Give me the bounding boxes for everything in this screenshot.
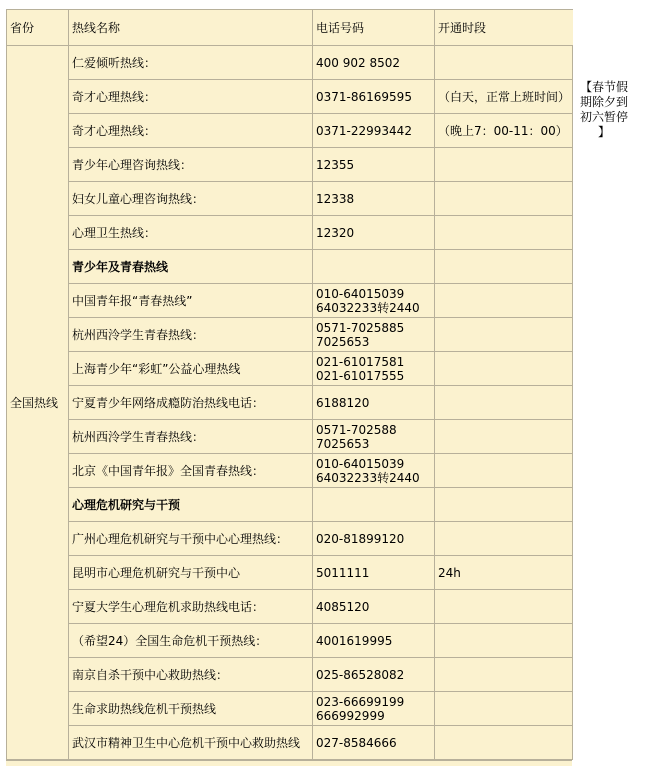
header-row — [7, 10, 573, 46]
hotline-table — [6, 9, 573, 760]
header-phone: 电话号码 — [313, 10, 435, 46]
table-row — [7, 556, 573, 590]
open-hours — [435, 148, 573, 182]
table-row — [7, 182, 573, 216]
open-hours — [435, 624, 573, 658]
phone-number: 010-64015039 64032233转2440 — [313, 454, 435, 488]
hotline-name: 心理卫生热线： — [69, 216, 313, 250]
open-hours — [435, 726, 573, 760]
table-row — [7, 658, 573, 692]
table-row — [7, 692, 573, 726]
hotline-name: 妇女儿童心理咨询热线： — [69, 182, 313, 216]
open-hours — [435, 658, 573, 692]
hotline-name: 中国青年报“青春热线” — [69, 284, 313, 318]
table-row — [7, 318, 573, 352]
open-hours — [435, 318, 573, 352]
open-hours — [435, 284, 573, 318]
phone-number: 027-8584666 — [313, 726, 435, 760]
hotline-name: 北京《中国青年报》全国青春热线： — [69, 454, 313, 488]
open-hours — [435, 420, 573, 454]
phone-number: 12355 — [313, 148, 435, 182]
phone-number: 020-81899120 — [313, 522, 435, 556]
hotline-name: 奇才心理热线： — [69, 80, 313, 114]
open-hours — [435, 182, 573, 216]
table-row — [7, 386, 573, 420]
phone-number: 0371-22993442 — [313, 114, 435, 148]
phone-number: 021-61017581 021-61017555 — [313, 352, 435, 386]
open-hours: （晚上7：00-11：00） — [435, 114, 573, 148]
phone-number: 12320 — [313, 216, 435, 250]
hotline-name: 宁夏青少年网络成瘾防治热线电话： — [69, 386, 313, 420]
header-hours: 开通时段 — [435, 10, 573, 46]
open-hours — [435, 352, 573, 386]
open-hours — [435, 454, 573, 488]
phone-number — [313, 250, 435, 284]
hotline-name: 昆明市心理危机研究与干预中心 — [69, 556, 313, 590]
phone-number: 025-86528082 — [313, 658, 435, 692]
table-row — [7, 284, 573, 318]
hotline-name: 上海青少年“彩虹”公益心理热线 — [69, 352, 313, 386]
phone-number — [313, 488, 435, 522]
table-row — [7, 80, 573, 114]
open-hours — [435, 46, 573, 80]
hotline-name: 生命求助热线危机干预热线 — [69, 692, 313, 726]
table-row — [7, 216, 573, 250]
table-row — [7, 726, 573, 760]
phone-number: 5011111 — [313, 556, 435, 590]
open-hours: （白天，正常上班时间） — [435, 80, 573, 114]
open-hours — [435, 250, 573, 284]
phone-number: 0571-7025885 7025653 — [313, 318, 435, 352]
phone-number: 4085120 — [313, 590, 435, 624]
hotline-name: 广州心理危机研究与干预中心心理热线： — [69, 522, 313, 556]
open-hours — [435, 522, 573, 556]
table-row — [7, 522, 573, 556]
phone-number: 0571-702588 7025653 — [313, 420, 435, 454]
header-province: 省份 — [7, 10, 69, 46]
open-hours: 24h — [435, 556, 573, 590]
phone-number: 12338 — [313, 182, 435, 216]
hotline-name: 杭州西泠学生青春热线： — [69, 420, 313, 454]
table-row — [7, 352, 573, 386]
hotline-name: 青少年心理咨询热线： — [69, 148, 313, 182]
table-row — [7, 46, 573, 80]
hotline-name: 武汉市精神卫生中心危机干预中心救助热线 — [69, 726, 313, 760]
phone-number: 0371-86169595 — [313, 80, 435, 114]
phone-number: 6188120 — [313, 386, 435, 420]
table-bottom-strip — [6, 760, 572, 766]
hotline-name: 奇才心理热线： — [69, 114, 313, 148]
phone-number: 400 902 8502 — [313, 46, 435, 80]
hotline-name: 仁爱倾听热线： — [69, 46, 313, 80]
open-hours — [435, 488, 573, 522]
phone-number: 010-64015039 64032233转2440 — [313, 284, 435, 318]
hotline-name: 宁夏大学生心理危机求助热线电话： — [69, 590, 313, 624]
open-hours — [435, 692, 573, 726]
hotline-name: （希望24）全国生命危机干预热线： — [69, 624, 313, 658]
table-row — [7, 148, 573, 182]
table-row — [7, 454, 573, 488]
table-row — [7, 250, 573, 284]
hotline-name: 心理危机研究与干预 — [69, 488, 313, 522]
hotline-name: 杭州西泠学生青春热线： — [69, 318, 313, 352]
table-row — [7, 624, 573, 658]
open-hours — [435, 386, 573, 420]
table-row — [7, 114, 573, 148]
hotline-name: 青少年及青春热线 — [69, 250, 313, 284]
phone-number: 4001619995 — [313, 624, 435, 658]
table-row — [7, 488, 573, 522]
table-row — [7, 590, 573, 624]
hotline-name: 南京自杀干预中心救助热线： — [69, 658, 313, 692]
open-hours — [435, 216, 573, 250]
phone-number: 023-66699199 666992999 — [313, 692, 435, 726]
spring-festival-note: 【春节假 期除夕到 初六暂停 】 — [579, 80, 628, 139]
open-hours — [435, 590, 573, 624]
province-cell: 全国热线 — [7, 46, 69, 760]
header-name: 热线名称 — [69, 10, 313, 46]
table-row — [7, 420, 573, 454]
